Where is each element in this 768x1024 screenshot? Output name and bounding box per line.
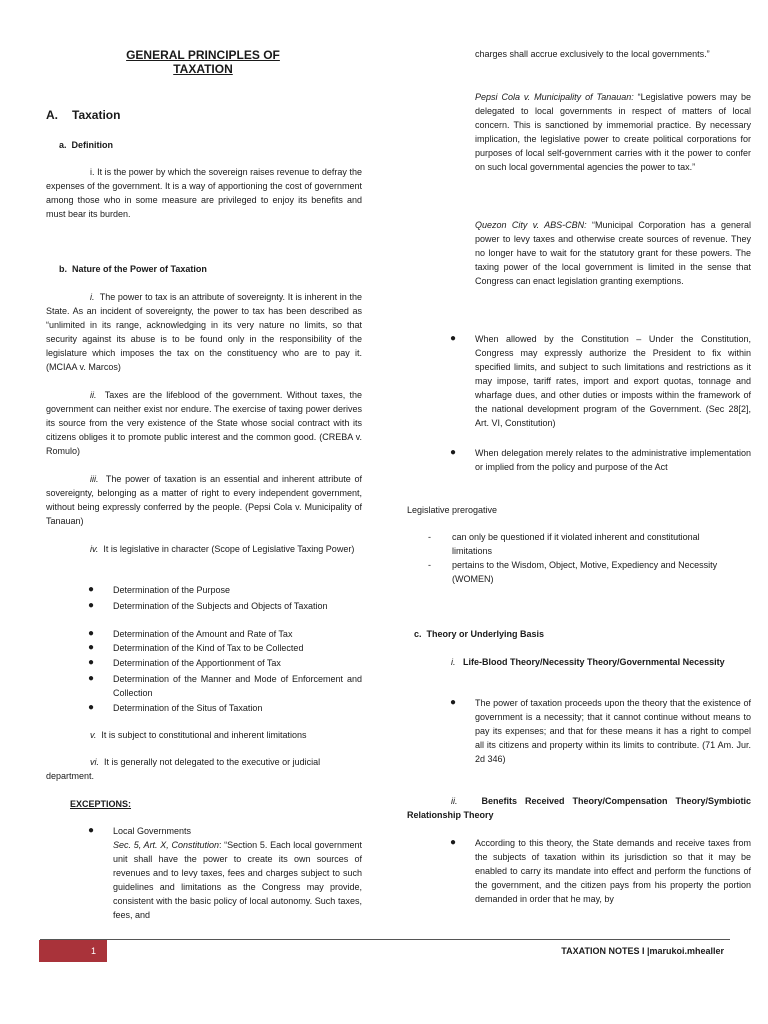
definition-heading xyxy=(59,138,113,152)
nature-p2-numeral: ii. xyxy=(90,390,97,400)
continued-quote: charges shall accrue exclusively to the local governments.” xyxy=(475,49,710,59)
lifeblood-theory-text: The power of taxation proceeds upon the theory that the existence of government is a necessity; that it cannot continue without means to pay its expenses; and that for these means it has a right to compel all its citizens and property within its limits to contribute. (71 Am. Jur. 2d 346) xyxy=(475,698,751,764)
nature-paragraph-4 xyxy=(46,542,362,556)
page-number-box xyxy=(39,940,107,962)
nature-paragraph-5 xyxy=(90,728,362,742)
exception-citation: Sec. 5, Art. X, Constitution xyxy=(113,840,219,850)
legislative-prerogative-heading: Legislative prerogative xyxy=(407,505,498,515)
theory-title: Theory or Underlying Basis xyxy=(426,629,545,639)
benefits-theory-text: According to this theory, the State demands and receive taxes from the subjects of taxation within its jurisdiction so that it may be enabled to carry its mandate into effect and perform the functions of the government, and the citizen pays from his property the portion demanded in order that he may, by xyxy=(475,838,751,904)
quezon-city-text: “Municipal Corporation has a general power to levy taxes and otherwise create sources of revenue. They no longer have to wait for the statutory grant for these powers. The taxing power of the local government is limited in the sense that Congress can enact legislation granting exemptions. xyxy=(475,220,751,286)
nature-p4-numeral: iv. xyxy=(90,544,99,554)
quezon-city-citation: Quezon City v. ABS-CBN: xyxy=(475,220,587,230)
nature-paragraph-1 xyxy=(46,290,362,374)
definition-text: i. It is the power by which the sovereign raises revenue to defray the expenses of the government. It is a way of apportioning the cost of government among those who in some measure are privileged to enjoy its benefits and must bear its burden. xyxy=(46,167,362,219)
exception-quote: : “Section 5. Each local government unit shall have the power to create its own sources of revenues and to levy taxes, fees and charges subject to such guidelines and limitations as the Congress may provide, consistent with the basic policy of local autonomy. Such taxes, fees, and xyxy=(113,840,363,920)
benefits-theory-heading xyxy=(407,794,751,822)
nature-heading xyxy=(59,262,207,276)
nature-label: b. xyxy=(59,264,67,274)
nature-title: Nature of the Power of Taxation xyxy=(72,264,207,274)
theory-label: c. xyxy=(414,629,422,639)
t2-numeral: ii. xyxy=(451,796,458,806)
nature-p3-text: The power of taxation is an essential and inherent attribute of sovereignty, belonging as a matter of right to every independent government, without being expressly conferred by the people. (Pepsi Cola v. Municipality of Tanauan) xyxy=(46,474,362,526)
nature-paragraph-3 xyxy=(46,472,362,528)
section-a-label: A. xyxy=(46,108,58,122)
footer-title: TAXATION NOTES I |marukoi.mhealler xyxy=(561,946,724,956)
nature-p1-numeral: i. xyxy=(90,292,95,302)
nature-p2-text: Taxes are the lifeblood of the government. Without taxes, the government can neither exist nor endure. The exercise of taxing power derives its source from the very existence of the State whose social contract with its citizens obliges it to promote public interest and the common good. (CREBA v. Romulo) xyxy=(46,390,363,456)
pepsi-cola-paragraph xyxy=(475,90,751,174)
t2-title: Benefits Received Theory/Compensation Theory/Symbiotic Relationship Theory xyxy=(407,796,751,820)
nature-p1-text: The power to tax is an attribute of sovereignty. It is inherent in the State. As an incident of sovereignty, the power to tax has been described as “unlimited in its range, acknowledging in its very nature no limits, so that security against its abuse is to be found only in the responsibility of the legislature which imposes the tax on the constituency who are to pay it. (MCIAA v. Marcos) xyxy=(46,292,362,372)
quezon-city-paragraph xyxy=(475,218,751,288)
nature-p6-text: It is generally not delegated to the executive or judicial department. xyxy=(46,757,321,781)
nature-p3-numeral: iii. xyxy=(90,474,99,484)
theory-heading xyxy=(414,627,544,641)
nature-paragraph-6 xyxy=(46,755,362,783)
t1-title: Life-Blood Theory/Necessity Theory/Governmental Necessity xyxy=(463,657,725,667)
nature-p5-numeral: v. xyxy=(90,730,97,740)
delegation-constitution-text: When allowed by the Constitution – Under the Constitution, Congress may expressly authorize the President to fix within specified limits, and subject to such limitations and restrictions as it may impose, tariff rates, import and export quotas, tonnage and wharfage dues, and other duties or imposts within the framework of the national development program of the Government. (Sec 28[2], Art. VI, Constitution) xyxy=(475,334,751,428)
nature-paragraph-2 xyxy=(46,388,362,458)
section-a-heading xyxy=(46,108,120,122)
lifeblood-theory-heading xyxy=(407,655,751,669)
section-a-title: Taxation xyxy=(72,108,121,122)
pepsi-cola-text: “Legislative powers may be delegated to local governments in respect of matters of local concern. This is sanctioned by immemorial practice. By necessary implication, the legislative power to create political corporations for purposes of local self-government carries with it the power to confer on such local governmental agencies the power to tax.” xyxy=(475,92,751,172)
nature-p5-text: It is subject to constitutional and inherent limitations xyxy=(101,730,307,740)
nature-p4-text: It is legislative in character (Scope of Legislative Taxing Power) xyxy=(103,544,355,554)
t1-numeral: i. xyxy=(451,657,456,667)
page-number: 1 xyxy=(91,946,97,956)
definition-title: Definition xyxy=(71,140,114,150)
document-title: GENERAL PRINCIPLES OF TAXATION xyxy=(126,48,280,76)
exceptions-heading: EXCEPTIONS: xyxy=(70,799,132,809)
nature-p6-numeral: vi. xyxy=(90,757,99,767)
exception-local-governments: Local Governments xyxy=(113,826,192,836)
delegation-administrative-text: When delegation merely relates to the administrative implementation or implied from the policy and purpose of the Act xyxy=(475,448,751,472)
definition-label: a. xyxy=(59,140,67,150)
exception-local-gov-text xyxy=(113,838,362,922)
pepsi-cola-citation: Pepsi Cola v. Municipality of Tanauan: xyxy=(475,92,634,102)
document-page: GENERAL PRINCIPLES OF TAXATION A. Taxation a. Definition i. It is the power by which the sovereign raises revenue to defray the expenses of the government. It is a way of apportioning the cost of government among those who in some measure are privileged to enjoy its benefits and must bear its burden. b. Nature of the Power of Taxation i. The power to tax is an attribute of sovereignty. It is inherent in the State. As an incident of sovereignty, the power to tax has been described as “unlimited in its range, acknowledging in its very nature no limits, so that security against its abuse is to be found only in the responsibility of the legislature which imposes the tax on the constituency who are to pay it. (MCIAA v. Marcos) ii. Taxes are the lifeblood of the government. Without taxes, the government can neither exist nor endure. The exercise of taxing power derives its source from the very existence of the State whose social contract with its citizens obliges it to promote public interest and the common good. (CREBA v. Romulo) iii. The power of taxation is an essential and inherent attribute of sovereignty, belonging as a matter of right to every independent government, without being expressly conferred by the people. (Pepsi Cola v. Municipality of Tanauan) iv. It is legislative in character (Scope of Legislative Taxing Power) ● Determination of the Purpose ● Determination of the Subjects and Objects of Taxation ● Determination of the Amount and Rate of Tax ● Determination of the Kind of Tax to be Collected ● Determination of the Apportionment of Tax ● Determination of the Manner and Mode of Enforcement and Collection ● Determination of the Situs of Taxation v. It is subject to constitutional and inherent limitations vi. It is generally not delegated to the executive or judicial department. EXCEPTIONS: ● Local Governments Sec. 5, Art. X, Constitution: “Section 5. Each local government unit shall have the power to create its own sources of revenues and to levy taxes, fees and charges subject to such guidelines and limitations as the Congress may provide, consistent with the basic policy of local autonomy. Such taxes, fees, and charges shall accrue exclusively to the local governments.” Pepsi Cola v. Municipality of Tanauan: “Legislative powers may be delegated to local governments in respect of matters of local concern. This is sanctioned by immemorial practice. By necessary implication, the legislative power to create political corporations for purposes of local self-government carries with it the power to confer on such local governmental agencies the power to tax.” Quezon City v. ABS-CBN: “Municipal Corporation has a general power to levy taxes and otherwise create sources of revenue. They no longer have to wait for the statutory grant for these powers. The taxing power of the local government is limited in the sense that Congress can enact legislation granting exemptions. ● When allowed by the Constitution – Under the Constitution, Congress may expressly authorize the President to fix within specified limits, and subject to such limitations and restrictions as it may impose, tariff rates, import and export quotas, tonnage and wharfage dues, and other duties or imposts within the framework of the national development program of the Government. (Sec 28[2], Art. VI, Constitution) ● When delegation merely relates to the administrative implementation or implied from the policy and purpose of the Act Legislative prerogative - can only be questioned if it violated inherent and constitutional limitations - pertains to the Wisdom, Object, Motive, Expediency and Necessity (WOMEN) c. Theory or Underlying Basis i. Life-Blood Theory/Necessity Theory/Governmental Necessity ● The power of taxation proceeds upon the theory that the existence of government is a necessity; that it cannot continue without means to pay its expenses; and that for these means it has a right to compel all its citizens and property within its limits to contribute. (71 Am. Jur. 2d 346) ii. Benefits Received Theory/Compensation Theory/Symbiotic Relationship Theory ● According to this theory, the State demands and receive taxes from the subjects of taxation within its jurisdiction so that it may be enabled to carry its mandate into effect and perform the functions of the government, and the citizen pays from his property the portion demanded in order that he may, by 1 TAXATION NOTES I |marukoi.mhealler xyxy=(0,0,768,1024)
